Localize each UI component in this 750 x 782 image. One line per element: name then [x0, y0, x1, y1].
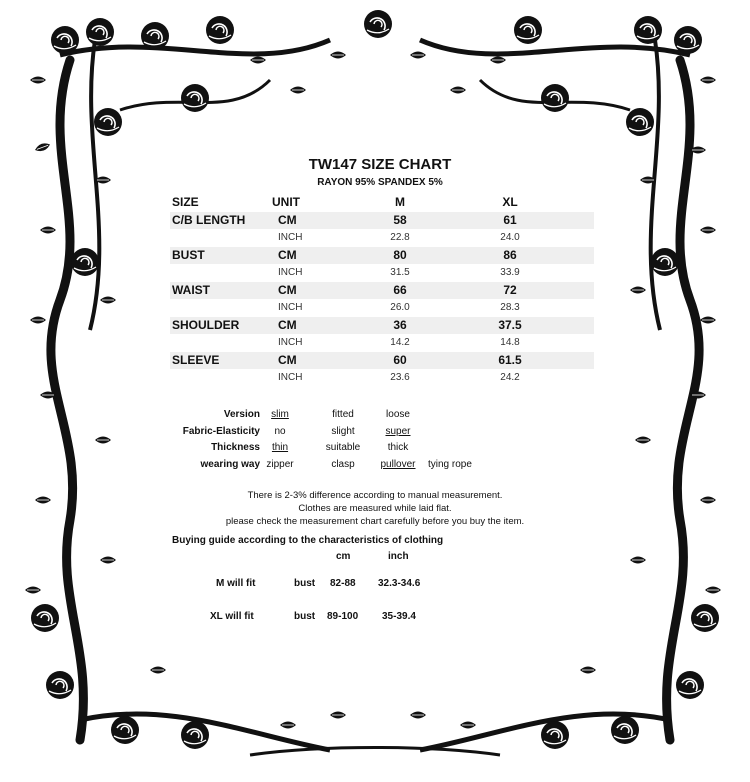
m-cm-value: 80 [393, 248, 407, 262]
attribute-option: slight [331, 425, 355, 437]
attribute-option: zipper [266, 458, 294, 470]
m-cm-value: 36 [393, 318, 407, 332]
material-composition: RAYON 95% SPANDEX 5% [317, 177, 443, 188]
unit-cm: CM [278, 213, 297, 227]
attribute-option: tying rope [428, 458, 472, 470]
guide-fit-label: M will fit [216, 578, 256, 589]
attribute-option-selected: thin [271, 442, 289, 453]
unit-cm: CM [278, 283, 297, 297]
attribute-option: no [274, 425, 286, 437]
guide-body-part: bust [294, 578, 316, 589]
xl-cm-value: 61.5 [498, 353, 522, 367]
unit-inch: INCH [278, 302, 303, 313]
note-line: please check the measurement chart carefully before you buy the item. [225, 516, 525, 527]
row-label: SHOULDER [172, 318, 240, 332]
m-inch-value: 14.2 [390, 337, 410, 348]
attribute-option-selected: pullover [380, 458, 416, 470]
guide-fit-label: XL will fit [210, 611, 254, 622]
xl-inch-value: 28.3 [500, 302, 520, 313]
guide-inch-range: 32.3-34.6 [378, 578, 421, 589]
attribute-label: Fabric-Elasticity [182, 425, 260, 437]
attribute-option: thick [387, 442, 409, 453]
header-m: M [395, 195, 405, 209]
m-cm-value: 60 [393, 353, 407, 367]
attribute-option-selected: slim [271, 409, 289, 420]
header-size: SIZE [172, 195, 199, 209]
xl-inch-value: 14.8 [500, 337, 520, 348]
xl-inch-value: 33.9 [500, 267, 520, 278]
attribute-option-selected: super [385, 425, 411, 437]
guide-col-cm: cm [336, 551, 351, 562]
row-label: C/B LENGTH [172, 213, 246, 227]
unit-cm: CM [278, 353, 297, 367]
xl-cm-value: 72 [503, 283, 517, 297]
note-line: Clothes are measured while laid flat. [298, 503, 452, 514]
xl-cm-value: 37.5 [498, 318, 522, 332]
row-label: BUST [172, 248, 205, 262]
attribute-label: Version [223, 409, 260, 420]
guide-cm-range: 89-100 [327, 611, 359, 622]
guide-body-part: bust [294, 611, 316, 622]
row-label: SLEEVE [172, 353, 220, 367]
attribute-option: fitted [332, 409, 354, 420]
m-inch-value: 26.0 [390, 302, 410, 313]
unit-inch: INCH [278, 372, 303, 383]
header-xl: XL [502, 195, 518, 209]
m-inch-value: 31.5 [390, 267, 410, 278]
note-line: There is 2-3% difference according to manual measurement. [247, 490, 503, 501]
attribute-label: wearing way [200, 458, 260, 470]
attribute-option: suitable [325, 442, 361, 453]
m-cm-value: 58 [393, 213, 407, 227]
guide-inch-range: 35-39.4 [382, 611, 416, 622]
unit-inch: INCH [278, 232, 303, 243]
guide-col-inch: inch [388, 551, 409, 562]
unit-cm: CM [278, 248, 297, 262]
xl-cm-value: 86 [503, 248, 517, 262]
unit-cm: CM [278, 318, 297, 332]
xl-cm-value: 61 [503, 213, 517, 227]
guide-cm-range: 82-88 [330, 578, 356, 589]
xl-inch-value: 24.2 [500, 372, 520, 383]
row-label: WAIST [172, 283, 210, 297]
unit-inch: INCH [278, 337, 303, 348]
m-cm-value: 66 [393, 283, 407, 297]
attribute-label: Thickness [211, 442, 260, 453]
unit-inch: INCH [278, 267, 303, 278]
chart-title: TW147 SIZE CHART [308, 156, 452, 173]
m-inch-value: 23.6 [390, 372, 410, 383]
buying-guide-title: Buying guide according to the characteristics of clothing [172, 535, 444, 546]
attribute-option: loose [386, 409, 410, 420]
m-inch-value: 22.8 [390, 232, 410, 243]
attribute-option: clasp [331, 458, 355, 470]
header-unit: UNIT [272, 195, 300, 209]
xl-inch-value: 24.0 [500, 232, 520, 243]
